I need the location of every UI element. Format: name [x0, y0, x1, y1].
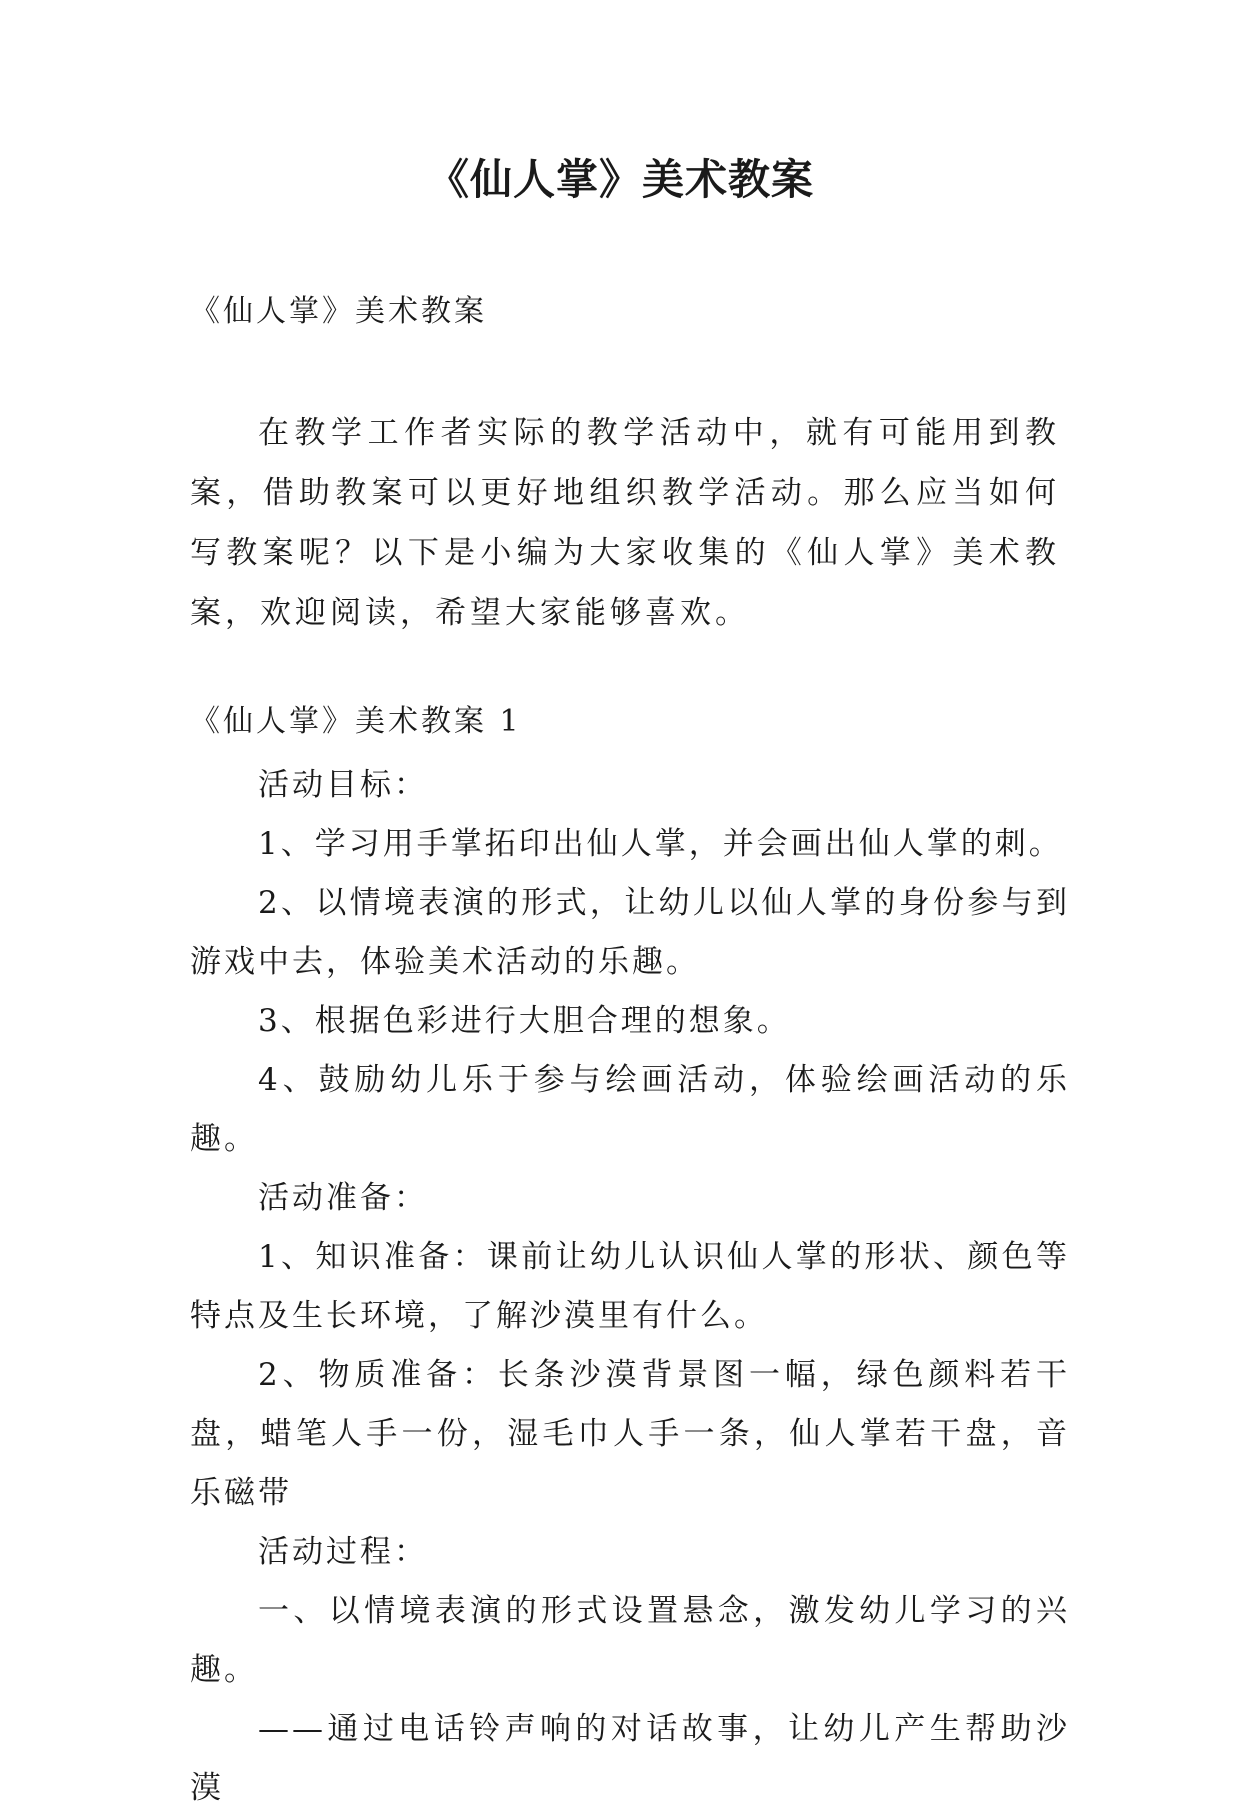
activity-goals-heading: 活动目标： [258, 767, 428, 803]
activity-prep-heading: 活动准备： [258, 1180, 428, 1216]
intro-paragraph: 在教学工作者实际的教学活动中，就有可能用到教案，借助教案可以更好地组织教学活动。那么应当如何写教案呢？以下是小编为大家收集的《仙人掌》美术教案，欢迎阅读，希望大家能够喜欢。 [190, 415, 1060, 631]
goal-item-2: 2、以情境表演的形式，让幼儿以仙人掌的身份参与到游戏中去，体验美术活动的乐趣。 [190, 885, 1070, 980]
prep-item-2: 2、物质准备：长条沙漠背景图一幅，绿色颜料若干盘，蜡笔人手一份，湿毛巾人手一条，仙人掌若干盘，音乐磁带 [190, 1357, 1070, 1511]
activity-process-heading: 活动过程： [258, 1534, 428, 1570]
document-subtitle: 《仙人掌》美术教案 [190, 294, 487, 329]
section-body [190, 756, 1070, 1818]
goal-item-3: 3、根据色彩进行大胆合理的想象。 [258, 1003, 791, 1039]
section-heading: 《仙人掌》美术教案 1 [190, 704, 522, 739]
goal-item-1: 1、学习用手掌拓印出仙人掌，并会画出仙人掌的刺。 [258, 826, 1063, 862]
process-step-1: 一、以情境表演的形式设置悬念，激发幼儿学习的兴趣。 [190, 1593, 1070, 1688]
prep-item-1: 1、知识准备：课前让幼儿认识仙人掌的形状、颜色等特点及生长环境，了解沙漠里有什么。 [190, 1239, 1070, 1334]
document-title: 《仙人掌》美术教案 [426, 155, 814, 204]
process-step-1-detail: ——通过电话铃声响的对话故事，让幼儿产生帮助沙漠 [190, 1711, 1070, 1806]
goal-item-4: 4、鼓励幼儿乐于参与绘画活动，体验绘画活动的乐趣。 [190, 1062, 1070, 1157]
